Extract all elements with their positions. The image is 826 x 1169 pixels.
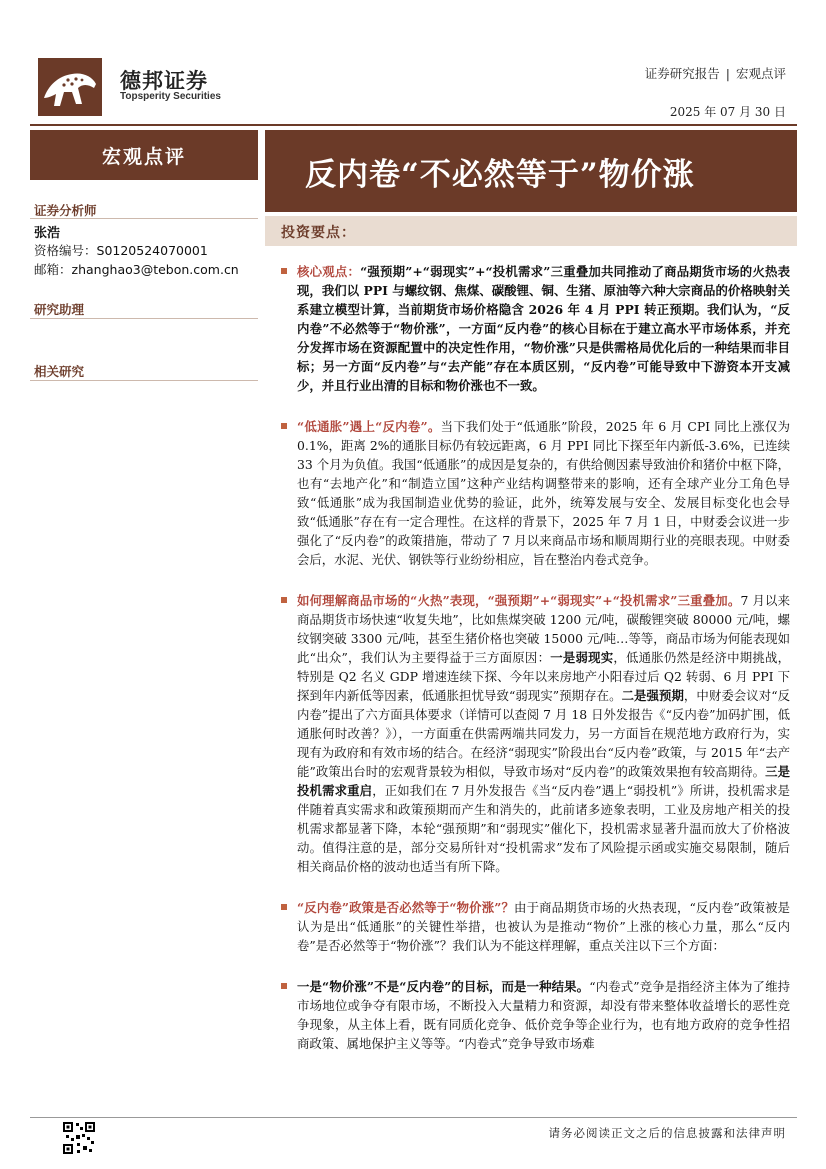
paragraph-text: 当下我们处于“低通胀”阶段，2025 年 6 月 CPI 同比上涨仅为 0.1%，距离 2%的通胀目标仍有较远距离，6 月 PPI 同比下探至年内新低-3.6%，已连续 33 个月为负值。我国“低通胀”的成因是复杂的，有供给侧因素导致油价和猪价中枢下降，也有“去地产化”和“制造立国”这种产业结构调整带来的影响，还有全球产业分工角色导致“低通胀”成为我国制造业优势的验证，此外，统筹发展与安全、发展目标变化也会导致“低通胀”存在有一定合理性。在这样的背景下，2025 年 7 月 1 日，中财委会议进一步强化了“反内卷”的政策措施，带动了 7 月以来商品市场和顺周期行业的亮眼表现。中财委会后，水泥、光伏、钢铁等行业纷纷相应，旨在整治内卷式竞争。 bbox=[297, 419, 790, 567]
cert-value: S0120524070001 bbox=[96, 243, 208, 258]
key-points-header bbox=[265, 216, 797, 246]
sidebar-divider bbox=[30, 218, 258, 219]
bullet-icon bbox=[281, 423, 287, 429]
related-research-heading: 相关研究 bbox=[34, 364, 85, 379]
key-points-title: 投资要点： bbox=[281, 225, 356, 241]
paragraph-lead: 核心观点： bbox=[297, 264, 361, 279]
qr-code-icon bbox=[62, 1121, 96, 1155]
email-label: 邮箱： bbox=[34, 262, 72, 277]
paragraph-text: ，中财委会议对“反内卷”提出了六方面具体要求（详情可以查阅 7 月 18 日外发报告《“反内卷”加码扩围，低通胀何时改善？》），一方面重在供需两端共同发力，另一方面旨在规范地方政府行为，实现有为政府和有效市场的结合。在经济“弱现实”阶段出台“反内卷”政策，与 2015 年“去产能”政策出台时的宏观背景较为相似，导致市场对“反内卷”的政策效果抱有较高期待。 bbox=[297, 688, 791, 779]
brand-name-en: Topsperity Securities bbox=[120, 91, 221, 102]
brand-name-cn: 德邦证券 bbox=[120, 69, 208, 93]
report-type bbox=[645, 64, 786, 82]
assistant-heading: 研究助理 bbox=[34, 302, 85, 317]
paragraph-text: 由于商品期货市场的火热表现，“反内卷”政策被是认为是出“低通胀”的关键性举措，也被认为是推动“物价”上涨的核心力量，那么“反内卷”是否必然等于“物价涨”？我们认为不能这样理解，重点关注以下三个方面： bbox=[297, 900, 791, 953]
bullet-icon bbox=[281, 268, 287, 274]
brand-logo-icon bbox=[38, 58, 102, 116]
paragraph-bold: 一是弱现实 bbox=[550, 650, 614, 665]
analyst-cert bbox=[34, 241, 208, 259]
analyst-email bbox=[34, 260, 239, 278]
category-label: 宏观点评 bbox=[30, 130, 258, 180]
bullet-icon bbox=[281, 597, 287, 603]
header-divider bbox=[30, 124, 797, 126]
sidebar-divider bbox=[30, 380, 258, 381]
paragraph-text: 7 月以来商品期货市场快速“收复失地”，比如焦煤突破 1200 元/吨，碳酸锂突破 80000 元/吨，螺纹钢突破 3300 元/吨，甚至生猪价格也突破 15000 元/吨…等等，商品市场为何能表现如此“出众”，我们认为主要得益于三方面原因： bbox=[297, 593, 791, 665]
footer-divider bbox=[30, 1117, 797, 1118]
analyst-name: 张浩 bbox=[34, 226, 61, 241]
report-type-label: 证券研究报告 bbox=[644, 66, 720, 81]
cert-label: 资格编号： bbox=[34, 243, 97, 258]
bullet-icon bbox=[281, 904, 287, 910]
paragraph-text: “内卷式”竞争是指经济主体为了维持市场地位或争夺有限市场，不断投入大量精力和资源，却没有带来整体收益增长的恶性竞争现象，从主体上看，既有同质化竞争、低价竞争等企业行为，也有地方政府的竞争性招商政策、属地保护主义等等。“内卷式”竞争导致市场难 bbox=[297, 979, 790, 1051]
report-date: 2025 年 07 月 30 日 bbox=[669, 105, 786, 119]
paragraph bbox=[285, 591, 790, 876]
analyst-heading: 证券分析师 bbox=[34, 203, 97, 218]
paragraph-text: ，正如我们在 7 月外发报告《当“反内卷”遇上“弱投机”》所讲，投机需求是伴随着真实需求和政策预期而产生和消失的，此前诸多迹象表明，工业及房地产相关的投机需求都显著下降，本轮“强预期”和“弱现实”催化下，投机需求显著升温而放大了价格波动。值得注意的是，部分交易所针对“投机需求”发布了风险提示函或实施交易限制，随后相关商品价格的波动也适当有所下降。 bbox=[297, 783, 790, 874]
paragraph-text: ，低通胀仍然是经济中期挑战，特别是 Q2 名义 GDP 增速连续下探、今年以来房地产小阳春过后 Q2 转弱、6 月 PPI 下探到年内新低等因素，低通胀担忧导致“弱现实”预期存在。 bbox=[297, 650, 791, 703]
header-separator: | bbox=[725, 66, 730, 81]
paragraph bbox=[285, 417, 790, 569]
paragraph-lead: “低通胀”遇上“反内卷”。 bbox=[297, 419, 441, 434]
bullet-icon bbox=[281, 983, 287, 989]
paragraph-text: “强预期”+“弱现实”+“投机需求”三重叠加共同推动了商品期货市场的火热表现，我们以 PPI 与螺纹钢、焦煤、碳酸锂、铜、生猪、原油等六种大宗商品的价格映射关系建立模型计算，当前期货市场价格隐含 2026 年 4 月 PPI 转正预期。我们认为，“反内卷”不必然等于“物价涨”，一方面“反内卷”的核心目标在于建立高水平市场体系，并充分发挥市场在资源配置中的决定性作用，“物价涨”只是供需格局优化后的一种结果而非目标；另一方面“反内卷”与“去产能”存在本质区别，“反内卷”可能导致中下游资本开支减少，并且行业出清的目标和物价涨也不一致。 bbox=[297, 264, 790, 393]
paragraph-lead: 一是“物价涨”不是“反内卷”的目标，而是一种结果。 bbox=[297, 979, 590, 994]
paragraph-lead: 如何理解商品市场的“火热”表现，“强预期”+“弱现实”+“投机需求”三重叠加。 bbox=[297, 593, 741, 608]
paragraph-lead: “反内卷”政策是否必然等于“物价涨”？ bbox=[297, 900, 515, 915]
paragraph bbox=[285, 977, 790, 1053]
paragraph bbox=[285, 262, 790, 395]
email-link[interactable]: zhanghao3@tebon.com.cn bbox=[71, 262, 239, 277]
paragraph-bold: 三是投机需求重启 bbox=[297, 764, 791, 798]
sidebar-divider bbox=[30, 318, 258, 319]
legal-disclaimer: 请务必阅读正文之后的信息披露和法律声明 bbox=[548, 1126, 786, 1140]
report-subtype-label: 宏观点评 bbox=[735, 66, 786, 81]
paragraph bbox=[285, 898, 790, 955]
report-title: 反内卷“不必然等于”物价涨 bbox=[265, 130, 797, 212]
paragraph-bold: 二是强预期 bbox=[621, 688, 684, 703]
report-body bbox=[285, 262, 790, 1075]
